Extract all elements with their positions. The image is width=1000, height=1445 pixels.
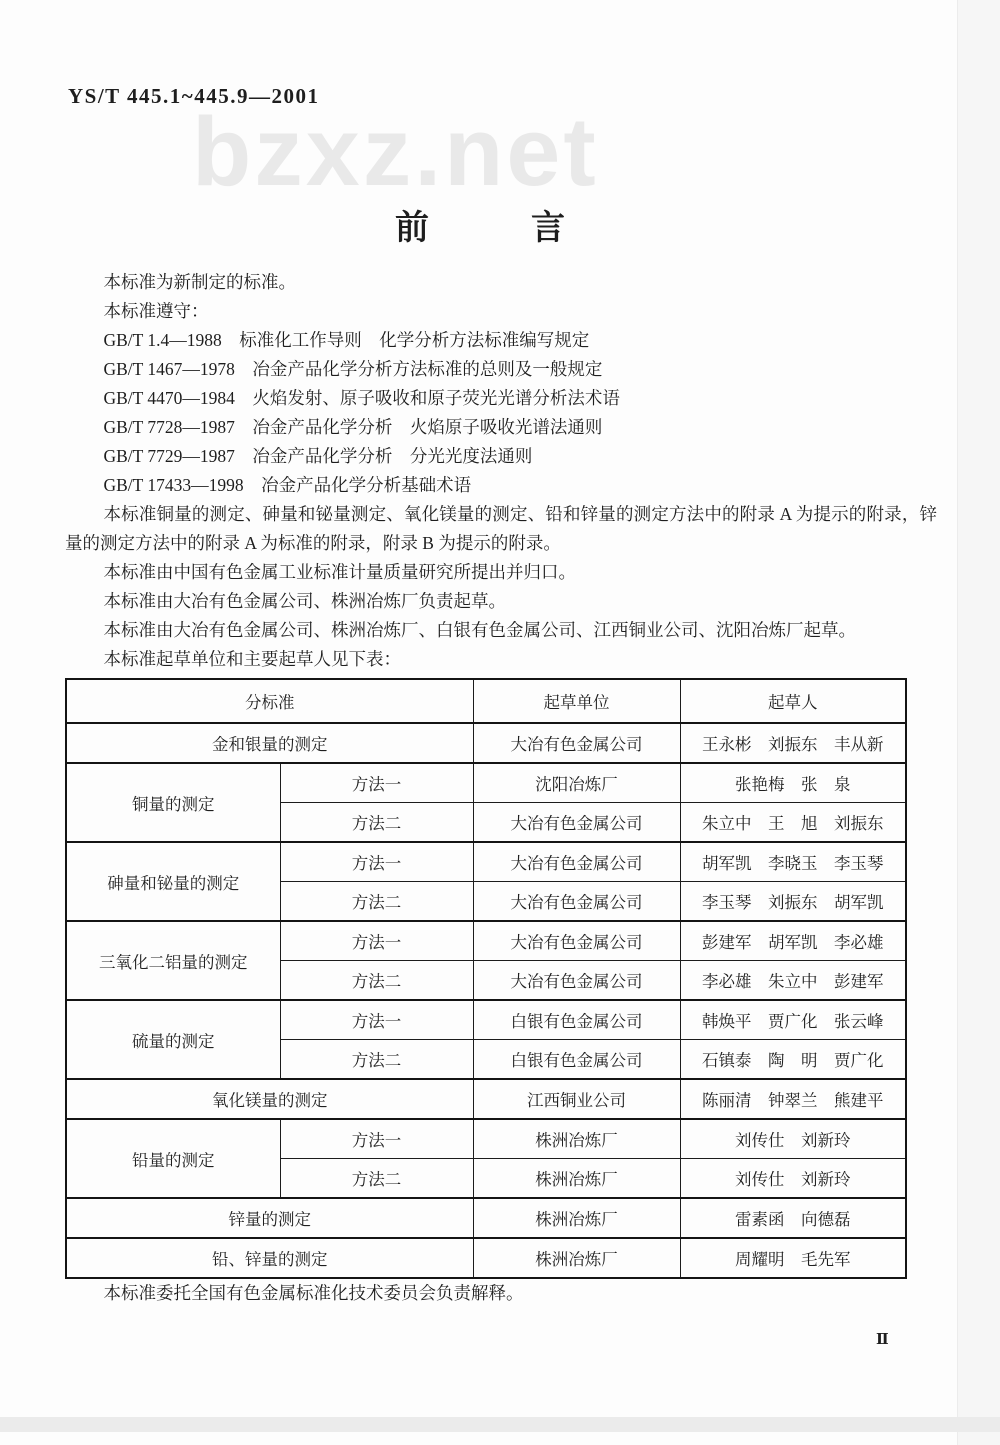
cell-method: 方法一 xyxy=(280,763,473,803)
drafters-table xyxy=(65,678,907,1279)
paragraph-reference: GB/T 1.4—1988 标准化工作导则 化学分析方法标准编写规定 xyxy=(103,330,590,350)
cell-standard: 砷量和铋量的测定 xyxy=(66,842,280,921)
scan-edge-bottom xyxy=(0,1417,1000,1432)
cell-standard: 三氧化二铝量的测定 xyxy=(66,921,280,1000)
cell-standard: 锌量的测定 xyxy=(66,1198,473,1238)
paragraph-reference: GB/T 4470—1984 火焰发射、原子吸收和原子荧光光谱分析法术语 xyxy=(103,388,620,408)
cell-unit: 株洲冶炼厂 xyxy=(473,1159,680,1199)
cell-unit: 沈阳冶炼厂 xyxy=(473,763,680,803)
cell-drafters: 周耀明 毛先军 xyxy=(680,1238,906,1278)
cell-unit: 大冶有色金属公司 xyxy=(473,921,680,961)
cell-drafters: 彭建军 胡军凯 李必雄 xyxy=(680,921,906,961)
table-row xyxy=(66,1119,906,1159)
paragraph: 本标准由大冶有色金属公司、株洲冶炼厂负责起草。 xyxy=(103,591,506,611)
cell-standard: 铅、锌量的测定 xyxy=(66,1238,473,1278)
cell-unit: 株洲冶炼厂 xyxy=(473,1198,680,1238)
paragraph: 本标准起草单位和主要起草人见下表： xyxy=(103,649,401,669)
paragraph-reference: GB/T 7729—1987 冶金产品化学分析 分光光度法通则 xyxy=(103,446,533,466)
cell-method: 方法一 xyxy=(280,921,473,961)
column-header-unit: 起草单位 xyxy=(473,679,680,723)
cell-drafters: 雷素函 向德磊 xyxy=(680,1198,906,1238)
cell-unit: 大冶有色金属公司 xyxy=(473,842,680,882)
cell-drafters: 胡军凯 李晓玉 李玉琴 xyxy=(680,842,906,882)
cell-drafters: 刘传仕 刘新玲 xyxy=(680,1119,906,1159)
cell-drafters: 朱立中 王 旭 刘振东 xyxy=(680,803,906,843)
paragraph: 本标准由中国有色金属工业标准计量质量研究所提出并归口。 xyxy=(103,562,576,582)
cell-method: 方法二 xyxy=(280,1040,473,1080)
document-body xyxy=(65,268,937,1308)
paragraph: 本标准铜量的测定、砷量和铋量测定、氧化镁量的测定、铅和锌量的测定方法中的附录 A 为提示的附录，锌量的测定方法中的附录 A 为标准的附录，附录 B 为提示的附录。 xyxy=(65,504,937,553)
cell-unit: 白银有色金属公司 xyxy=(473,1040,680,1080)
page-title: 前 言 xyxy=(395,210,565,247)
paragraph: 本标准为新制定的标准。 xyxy=(103,272,296,292)
table-row xyxy=(66,842,906,882)
cell-standard: 氧化镁量的测定 xyxy=(66,1079,473,1119)
cell-drafters: 刘传仕 刘新玲 xyxy=(680,1159,906,1199)
cell-unit: 白银有色金属公司 xyxy=(473,1000,680,1040)
cell-standard: 金和银量的测定 xyxy=(66,723,473,763)
cell-unit: 株洲冶炼厂 xyxy=(473,1119,680,1159)
cell-unit: 江西铜业公司 xyxy=(473,1079,680,1119)
cell-standard: 铜量的测定 xyxy=(66,763,280,842)
cell-drafters: 王永彬 刘振东 丰从新 xyxy=(680,723,906,763)
watermark: bzxz.net xyxy=(192,97,599,206)
cell-unit: 大冶有色金属公司 xyxy=(473,961,680,1001)
cell-method: 方法一 xyxy=(280,1000,473,1040)
cell-method: 方法二 xyxy=(280,882,473,922)
paragraph: 本标准由大冶有色金属公司、株洲冶炼厂、白银有色金属公司、江西铜业公司、沈阳冶炼厂起草。 xyxy=(103,620,856,640)
cell-method: 方法二 xyxy=(280,1159,473,1199)
table-row xyxy=(66,1198,906,1238)
cell-method: 方法二 xyxy=(280,961,473,1001)
table-row xyxy=(66,763,906,803)
cell-unit: 大冶有色金属公司 xyxy=(473,882,680,922)
table-row xyxy=(66,723,906,763)
table-row xyxy=(66,1079,906,1119)
cell-method: 方法一 xyxy=(280,1119,473,1159)
cell-drafters: 张艳梅 张 泉 xyxy=(680,763,906,803)
cell-drafters: 韩焕平 贾广化 张云峰 xyxy=(680,1000,906,1040)
cell-standard: 铅量的测定 xyxy=(66,1119,280,1198)
cell-unit: 大冶有色金属公司 xyxy=(473,723,680,763)
paragraph-reference: GB/T 7728—1987 冶金产品化学分析 火焰原子吸收光谱法通则 xyxy=(103,417,603,437)
page-number: Ⅱ xyxy=(876,1332,889,1348)
column-header-standard: 分标准 xyxy=(66,679,473,723)
table-row xyxy=(66,1238,906,1278)
paragraph: 本标准遵守： xyxy=(103,301,209,321)
cell-standard: 硫量的测定 xyxy=(66,1000,280,1079)
column-header-drafters: 起草人 xyxy=(680,679,906,723)
cell-drafters: 李必雄 朱立中 彭建军 xyxy=(680,961,906,1001)
cell-drafters: 陈丽清 钟翠兰 熊建平 xyxy=(680,1079,906,1119)
scan-edge-right xyxy=(957,0,1000,1445)
table-header-row xyxy=(66,679,906,723)
cell-unit: 大冶有色金属公司 xyxy=(473,803,680,843)
cell-method: 方法二 xyxy=(280,803,473,843)
cell-drafters: 李玉琴 刘振东 胡军凯 xyxy=(680,882,906,922)
table-row xyxy=(66,921,906,961)
cell-method: 方法一 xyxy=(280,842,473,882)
document-number: YS/T 445.1~445.9—2001 xyxy=(68,84,320,108)
closing-paragraph: 本标准委托全国有色金属标准化技术委员会负责解释。 xyxy=(103,1283,524,1303)
table-row xyxy=(66,1000,906,1040)
cell-unit: 株洲冶炼厂 xyxy=(473,1238,680,1278)
paragraph-reference: GB/T 1467—1978 冶金产品化学分析方法标准的总则及一般规定 xyxy=(103,359,603,379)
cell-drafters: 石镇泰 陶 明 贾广化 xyxy=(680,1040,906,1080)
paragraph-reference: GB/T 17433—1998 冶金产品化学分析基础术语 xyxy=(103,475,472,495)
